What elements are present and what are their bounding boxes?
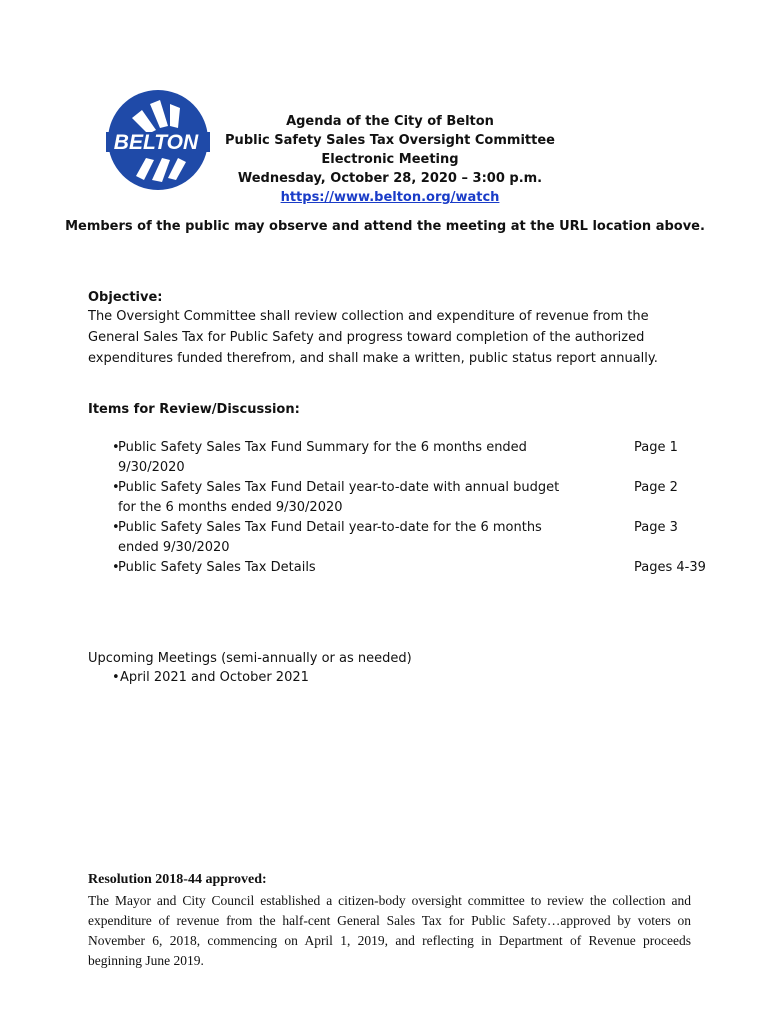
list-item [88, 558, 708, 578]
bullet-icon: • [112, 480, 120, 495]
bullet-icon: • [112, 440, 120, 455]
item-text: Public Safety Sales Tax Fund Detail year-to-date for the 6 months ended 9/30/2020 [118, 520, 542, 555]
upcoming-meetings-heading: Upcoming Meetings (semi-annually or as needed) [88, 651, 412, 666]
review-items-list [88, 438, 708, 578]
resolution-text: The Mayor and City Council established a citizen-body oversight committee to review the collection and expenditure of revenue from the half-cent General Sales Tax for Public Safety…approved by voters on November 6, 2018, commencing on April 1, 2019, and reflecting in Department of Revenue proceeds beginning June 2019. [88, 893, 691, 968]
list-item [88, 518, 708, 558]
upcoming-meeting-item [112, 670, 309, 685]
objective-text: The Oversight Committee shall review collection and expenditure of revenue from the General Sales Tax for Public Safety and progress toward completion of the authorized expenditures funded therefrom, and shall make a written, public status report annually. [88, 309, 658, 366]
item-text: Public Safety Sales Tax Fund Summary for the 6 months ended 9/30/2020 [118, 440, 527, 475]
logo-text: BELTON [113, 131, 199, 154]
header-committee: Public Safety Sales Tax Oversight Committee [225, 133, 555, 148]
watch-link[interactable]: https://www.belton.org/watch [280, 190, 500, 205]
item-text: Public Safety Sales Tax Fund Detail year-to-date with annual budget for the 6 months ended 9/30/2020 [118, 480, 560, 515]
list-item [88, 478, 708, 518]
meeting-dates: April 2021 and October 2021 [120, 670, 309, 685]
bullet-icon: • [112, 520, 120, 535]
item-page: Page 3 [634, 520, 678, 535]
header-title: Agenda of the City of Belton [286, 114, 494, 129]
header-meeting-type: Electronic Meeting [321, 152, 459, 167]
objective-heading: Objective: [88, 290, 163, 305]
public-notice: Members of the public may observe and attend the meeting at the URL location above. [65, 219, 705, 234]
bullet-icon: • [112, 670, 120, 685]
header-datetime: Wednesday, October 28, 2020 – 3:00 p.m. [237, 171, 543, 186]
bullet-icon: • [112, 560, 120, 575]
resolution-heading: Resolution 2018-44 approved: [88, 872, 267, 887]
list-item [88, 438, 708, 478]
item-text: Public Safety Sales Tax Details [118, 560, 316, 575]
agenda-header [220, 112, 560, 207]
item-page: Page 2 [634, 480, 678, 495]
items-heading: Items for Review/Discussion: [88, 402, 300, 417]
belton-logo [106, 88, 210, 192]
item-page: Pages 4-39 [634, 560, 706, 575]
item-page: Page 1 [634, 440, 678, 455]
